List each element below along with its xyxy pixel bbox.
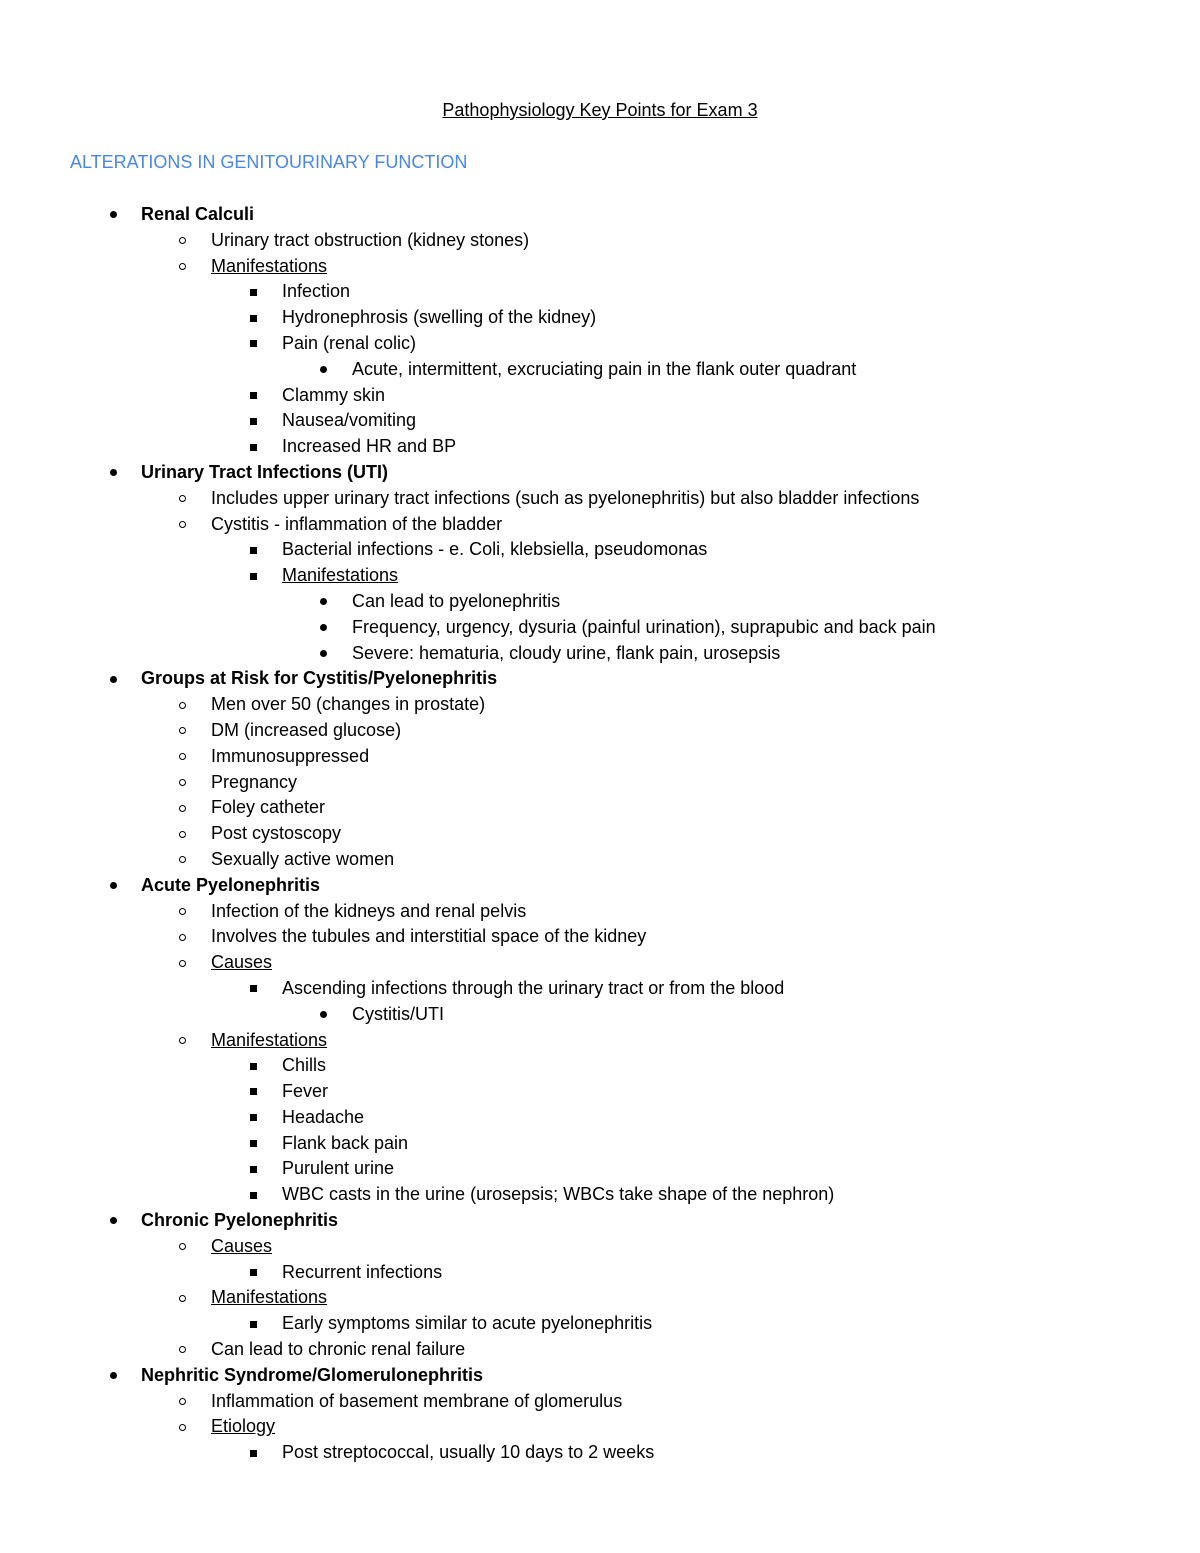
hollow-circle-bullet-icon xyxy=(175,692,189,718)
hollow-circle-bullet-icon xyxy=(175,718,189,744)
document-title: Pathophysiology Key Points for Exam 3 xyxy=(442,100,758,120)
outline-item-text: Sexually active women xyxy=(211,848,395,869)
filled-bullet-icon xyxy=(316,615,330,641)
outline-item-text: Foley catheter xyxy=(211,797,326,818)
outline-item-text: Manifestations xyxy=(211,1287,328,1308)
outline-item-text: Early symptoms similar to acute pyelonephritis xyxy=(282,1313,653,1334)
hollow-circle-bullet-icon xyxy=(175,744,189,770)
outline-item-text: Cystitis - inflammation of the bladder xyxy=(211,513,503,534)
filled-bullet-icon xyxy=(106,666,120,692)
outline-item xyxy=(0,847,1200,873)
outline-item xyxy=(0,1440,1200,1466)
outline-item xyxy=(0,383,1200,409)
outline-item xyxy=(0,563,1200,589)
outline-item-text: Manifestations xyxy=(282,565,399,586)
outline-item-text: Can lead to pyelonephritis xyxy=(352,590,561,611)
outline-item-text: Ascending infections through the urinary tract or from the blood xyxy=(282,977,785,998)
square-bullet-icon xyxy=(246,1105,260,1131)
outline-item-text: Infection of the kidneys and renal pelvis xyxy=(211,900,527,921)
square-bullet-icon xyxy=(246,331,260,357)
outline-item-text: Involves the tubules and interstitial space of the kidney xyxy=(211,926,647,947)
outline-item-text: Nausea/vomiting xyxy=(282,410,417,431)
hollow-circle-bullet-icon xyxy=(175,1414,189,1440)
filled-bullet-icon xyxy=(106,873,120,899)
outline-item xyxy=(0,512,1200,538)
outline-item-text: Acute Pyelonephritis xyxy=(141,874,321,895)
outline-item xyxy=(0,615,1200,641)
outline-item xyxy=(0,795,1200,821)
outline-item xyxy=(0,744,1200,770)
outline-item-text: Inflammation of basement membrane of glomerulus xyxy=(211,1390,623,1411)
square-bullet-icon xyxy=(246,1131,260,1157)
hollow-circle-bullet-icon xyxy=(175,924,189,950)
hollow-circle-bullet-icon xyxy=(175,1389,189,1415)
filled-bullet-icon xyxy=(106,202,120,228)
hollow-circle-bullet-icon xyxy=(175,950,189,976)
filled-bullet-icon xyxy=(106,1208,120,1234)
outline-item-text: Nephritic Syndrome/Glomerulonephritis xyxy=(141,1364,484,1385)
outline-item xyxy=(0,434,1200,460)
outline-item-text: Urinary tract obstruction (kidney stones) xyxy=(211,229,530,250)
outline-item xyxy=(0,279,1200,305)
outline-item-text: Causes xyxy=(211,952,273,973)
hollow-circle-bullet-icon xyxy=(175,1285,189,1311)
outline-item xyxy=(0,305,1200,331)
outline-item xyxy=(0,770,1200,796)
outline-heading-item xyxy=(0,1208,1200,1234)
outline-item-text: Pregnancy xyxy=(211,771,298,792)
square-bullet-icon xyxy=(246,563,260,589)
outline-item xyxy=(0,331,1200,357)
outline-item xyxy=(0,1234,1200,1260)
outline-item-text: Men over 50 (changes in prostate) xyxy=(211,694,486,715)
filled-bullet-icon xyxy=(316,1002,330,1028)
outline-item-text: Bacterial infections - e. Coli, klebsiella, pseudomonas xyxy=(282,539,708,560)
square-bullet-icon xyxy=(246,383,260,409)
outline-item-text: Causes xyxy=(211,1235,273,1256)
outline-item xyxy=(0,1028,1200,1054)
outline-item-text: Cystitis/UTI xyxy=(352,1003,444,1024)
hollow-circle-bullet-icon xyxy=(175,795,189,821)
hollow-circle-bullet-icon xyxy=(175,228,189,254)
outline-item-text: Acute, intermittent, excruciating pain in the flank outer quadrant xyxy=(352,358,857,379)
hollow-circle-bullet-icon xyxy=(175,1028,189,1054)
outline-item-text: Immunosuppressed xyxy=(211,745,370,766)
hollow-circle-bullet-icon xyxy=(175,486,189,512)
outline-item-text: Frequency, urgency, dysuria (painful urination), suprapubic and back pain xyxy=(352,616,936,637)
outline-heading-item xyxy=(0,460,1200,486)
outline-item xyxy=(0,1182,1200,1208)
outline-item-text: Chills xyxy=(282,1055,327,1076)
square-bullet-icon xyxy=(246,305,260,331)
square-bullet-icon xyxy=(246,408,260,434)
outline-item-text: Infection xyxy=(282,281,351,302)
outline-item-text: Increased HR and BP xyxy=(282,436,457,457)
outline-heading-item xyxy=(0,202,1200,228)
square-bullet-icon xyxy=(246,1053,260,1079)
outline-item-text: Post streptococcal, usually 10 days to 2 weeks xyxy=(282,1442,655,1463)
outline-item-text: Headache xyxy=(282,1106,365,1127)
outline-item xyxy=(0,899,1200,925)
outline-item-text: WBC casts in the urine (urosepsis; WBCs take shape of the nephron) xyxy=(282,1184,835,1205)
outline-item-text: Groups at Risk for Cystitis/Pyelonephritis xyxy=(141,668,498,689)
filled-bullet-icon xyxy=(106,1363,120,1389)
outline-item-text: Hydronephrosis (swelling of the kidney) xyxy=(282,307,597,328)
outline-item xyxy=(0,950,1200,976)
hollow-circle-bullet-icon xyxy=(175,254,189,280)
outline-item xyxy=(0,1389,1200,1415)
outline-item xyxy=(0,692,1200,718)
hollow-circle-bullet-icon xyxy=(175,847,189,873)
outline-item-text: Can lead to chronic renal failure xyxy=(211,1339,466,1360)
outline-item-text: Urinary Tract Infections (UTI) xyxy=(141,461,389,482)
hollow-circle-bullet-icon xyxy=(175,899,189,925)
filled-bullet-icon xyxy=(316,641,330,667)
outline-item xyxy=(0,589,1200,615)
outline-item xyxy=(0,1285,1200,1311)
outline-item xyxy=(0,1156,1200,1182)
outline-item-text: Recurrent infections xyxy=(282,1261,443,1282)
outline-item-text: Severe: hematuria, cloudy urine, flank pain, urosepsis xyxy=(352,642,781,663)
square-bullet-icon xyxy=(246,1182,260,1208)
outline-item-text: Manifestations xyxy=(211,1029,328,1050)
outline-item-text: Manifestations xyxy=(211,255,328,276)
outline-item-text: Clammy skin xyxy=(282,384,386,405)
outline-item-text: Etiology xyxy=(211,1416,276,1437)
hollow-circle-bullet-icon xyxy=(175,821,189,847)
square-bullet-icon xyxy=(246,976,260,1002)
outline-item xyxy=(0,976,1200,1002)
outline-heading-item xyxy=(0,873,1200,899)
outline-item xyxy=(0,1105,1200,1131)
outline-item xyxy=(0,1337,1200,1363)
outline-item-text: Includes upper urinary tract infections (such as pyelonephritis) but also bladder infections xyxy=(211,487,920,508)
outline-item xyxy=(0,1079,1200,1105)
section-heading: ALTERATIONS IN GENITOURINARY FUNCTION xyxy=(70,152,468,172)
hollow-circle-bullet-icon xyxy=(175,1337,189,1363)
outline-item xyxy=(0,228,1200,254)
outline-item-text: DM (increased glucose) xyxy=(211,719,402,740)
outline-item xyxy=(0,486,1200,512)
outline-item xyxy=(0,408,1200,434)
outline-item-text: Post cystoscopy xyxy=(211,823,342,844)
outline-item-text: Flank back pain xyxy=(282,1132,409,1153)
bullet-outline xyxy=(0,202,1200,1466)
outline-item xyxy=(0,924,1200,950)
outline-item-text: Fever xyxy=(282,1081,329,1102)
hollow-circle-bullet-icon xyxy=(175,770,189,796)
outline-item xyxy=(0,821,1200,847)
filled-bullet-icon xyxy=(316,589,330,615)
outline-item xyxy=(0,1053,1200,1079)
outline-item xyxy=(0,1311,1200,1337)
outline-item-text: Chronic Pyelonephritis xyxy=(141,1210,339,1231)
outline-item xyxy=(0,641,1200,667)
square-bullet-icon xyxy=(246,279,260,305)
outline-item-text: Purulent urine xyxy=(282,1158,395,1179)
square-bullet-icon xyxy=(246,1311,260,1337)
outline-item-text: Pain (renal colic) xyxy=(282,332,417,353)
square-bullet-icon xyxy=(246,1079,260,1105)
outline-item xyxy=(0,1002,1200,1028)
outline-item xyxy=(0,254,1200,280)
outline-item xyxy=(0,537,1200,563)
hollow-circle-bullet-icon xyxy=(175,512,189,538)
square-bullet-icon xyxy=(246,1440,260,1466)
outline-item xyxy=(0,1131,1200,1157)
square-bullet-icon xyxy=(246,434,260,460)
square-bullet-icon xyxy=(246,1260,260,1286)
outline-heading-item xyxy=(0,1363,1200,1389)
outline-heading-item xyxy=(0,666,1200,692)
outline-item xyxy=(0,718,1200,744)
square-bullet-icon xyxy=(246,537,260,563)
hollow-circle-bullet-icon xyxy=(175,1234,189,1260)
filled-bullet-icon xyxy=(106,460,120,486)
outline-item xyxy=(0,357,1200,383)
outline-item xyxy=(0,1260,1200,1286)
square-bullet-icon xyxy=(246,1156,260,1182)
filled-bullet-icon xyxy=(316,357,330,383)
outline-item-text: Renal Calculi xyxy=(141,204,255,224)
outline-item xyxy=(0,1414,1200,1440)
